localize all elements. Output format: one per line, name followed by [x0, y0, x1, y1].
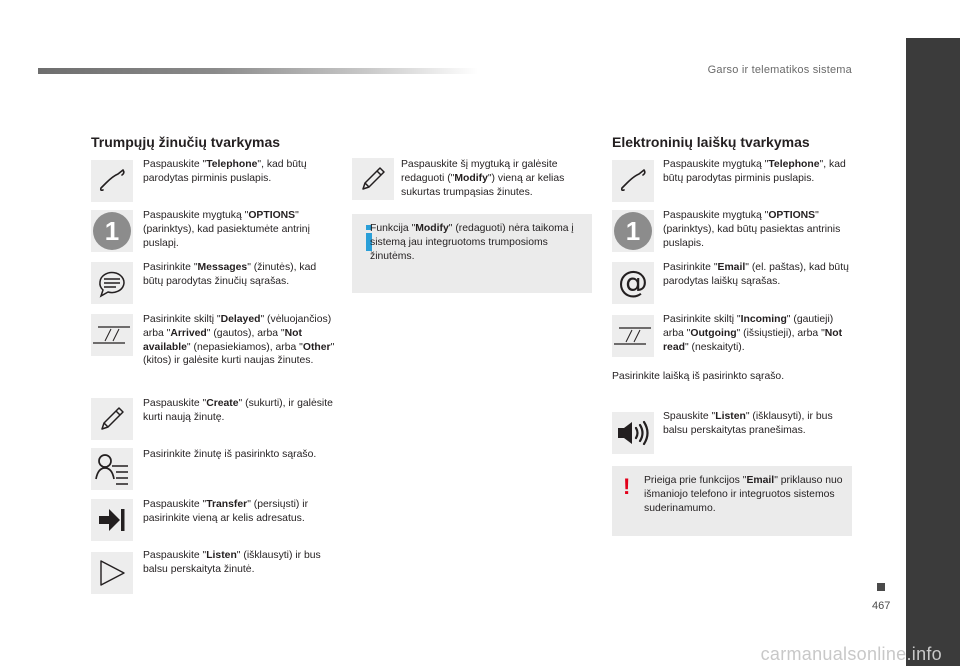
- info-note-text: Funkcija "Modify" (redaguoti) nėra taikoma į sistemą jau integruotoms trumposioms žinutėms.: [370, 223, 574, 262]
- bold-term: Incoming: [740, 314, 787, 325]
- bold-term: Telephone: [768, 159, 820, 170]
- bold-term: Arrived: [170, 327, 207, 339]
- pencil-icon: [352, 158, 394, 200]
- number-1-icon: [612, 210, 654, 252]
- at-sign-glyph: @: [618, 265, 648, 300]
- step-text: Pasirinkite "Email" (el. paštas), kad būtų parodytas laiškų sąrašas.: [663, 262, 849, 287]
- watermark: carmanualsonline.info: [760, 644, 942, 664]
- number-1-glyph: 1: [104, 216, 120, 246]
- select-message-text: Pasirinkite laišką iš pasirinkto sąrašo.: [612, 371, 785, 382]
- at-sign-icon: [612, 262, 654, 304]
- modify-step-text: Paspauskite šį mygtuką ir galėsite redaguoti ("Modify") vieną ar kelias sukurtas trumpąsias žinutes.: [401, 159, 565, 198]
- speech-bubble-icon: [91, 262, 133, 304]
- phone-handset-icon: [612, 160, 654, 202]
- number-1-icon: [91, 210, 133, 252]
- bold-term: Not read: [663, 327, 843, 353]
- play-triangle-icon: [91, 552, 133, 594]
- step-text: Paspauskite mygtuką "OPTIONS" (parinktys), kad būtų pasiektas antrinis puslapis.: [663, 210, 841, 249]
- bold-term: OPTIONS: [768, 210, 816, 221]
- bold-term: Listen: [715, 411, 746, 422]
- speaker-icon: [612, 412, 654, 454]
- page-marker: [877, 583, 885, 591]
- sms-heading: Trumpųjų žinučių tvarkymas: [91, 134, 281, 150]
- step-text: Paspauskite mygtuką "OPTIONS" (parinktys), kad pasiektumėte antrinį puslapį.: [143, 210, 310, 249]
- tab-selector-icon: [612, 315, 654, 357]
- bold-term: Listen: [206, 550, 237, 561]
- listen-step-text: Spauskite "Listen" (išklausyti), ir bus balsu perskaitytas pranešimas.: [663, 411, 833, 436]
- step-text: Pasirinkite žinutę iš pasirinkto sąrašo.: [143, 449, 317, 460]
- side-tab-strip: [906, 38, 960, 666]
- bold-term: Email: [746, 475, 775, 486]
- bold-term: Modify: [454, 172, 488, 184]
- bold-term: Transfer: [206, 499, 248, 510]
- warning-note: [612, 466, 852, 536]
- warning-icon: !: [623, 474, 631, 499]
- step-text: Paspauskite "Listen" (išklausyti) ir bus balsu perskaityta žinutė.: [143, 550, 321, 575]
- bold-term: Delayed: [220, 314, 261, 325]
- step-text: Pasirinkite skiltį "Incoming" (gautieji) arba "Outgoing" (išsiųstieji), arba "Not read" (neskaityti).: [663, 314, 843, 353]
- bold-term: Modify: [415, 223, 449, 234]
- step-text: Pasirinkite "Messages" (žinutės), kad būtų parodytas žinučių sąrašas.: [143, 262, 317, 287]
- transfer-arrow-icon: [91, 499, 133, 541]
- contact-list-icon: [91, 448, 133, 490]
- step-text: Paspauskite "Create" (sukurti), ir galėsite kurti naują žinutę.: [143, 398, 333, 423]
- section-title: Garso ir telematikos sistema: [707, 64, 852, 76]
- page-number: 467: [872, 600, 891, 612]
- header-gradient-bar: [38, 68, 478, 74]
- step-text: Paspauskite "Telephone", kad būtų parodytas pirminis puslapis.: [143, 159, 307, 184]
- email-heading: Elektroninių laiškų tvarkymas: [612, 134, 810, 150]
- step-text: Paspauskite "Transfer" (persiųsti) ir pasirinkite vieną ar kelis adresatus.: [143, 499, 309, 524]
- bold-term: Telephone: [206, 159, 258, 170]
- bold-term: Messages: [197, 262, 248, 273]
- bold-term: Other: [302, 341, 331, 353]
- bold-term: Create: [206, 398, 239, 409]
- number-1-glyph: 1: [625, 216, 641, 246]
- bold-term: OPTIONS: [248, 210, 296, 221]
- bold-term: Outgoing: [690, 327, 737, 339]
- phone-handset-icon: [91, 160, 133, 202]
- step-text: Pasirinkite skiltį "Delayed" (vėluojančios) arba "Arrived" (gautos), arba "Not available" (nepasiekiamos), arba "Other" (kitos) ir galėsite kurti naujas žinutes.: [143, 314, 335, 367]
- pencil-icon: [91, 398, 133, 440]
- bold-term: Not available: [143, 327, 302, 353]
- bold-term: Email: [717, 262, 746, 273]
- warning-note-text: Prieiga prie funkcijos "Email" priklauso nuo išmaniojo telefono ir integruotos sistemos suderinamumo.: [644, 475, 843, 514]
- info-note: [352, 214, 592, 293]
- tab-selector-icon: [91, 314, 133, 356]
- step-text: Paspauskite mygtuką "Telephone", kad būtų parodytas pirminis puslapis.: [663, 159, 846, 184]
